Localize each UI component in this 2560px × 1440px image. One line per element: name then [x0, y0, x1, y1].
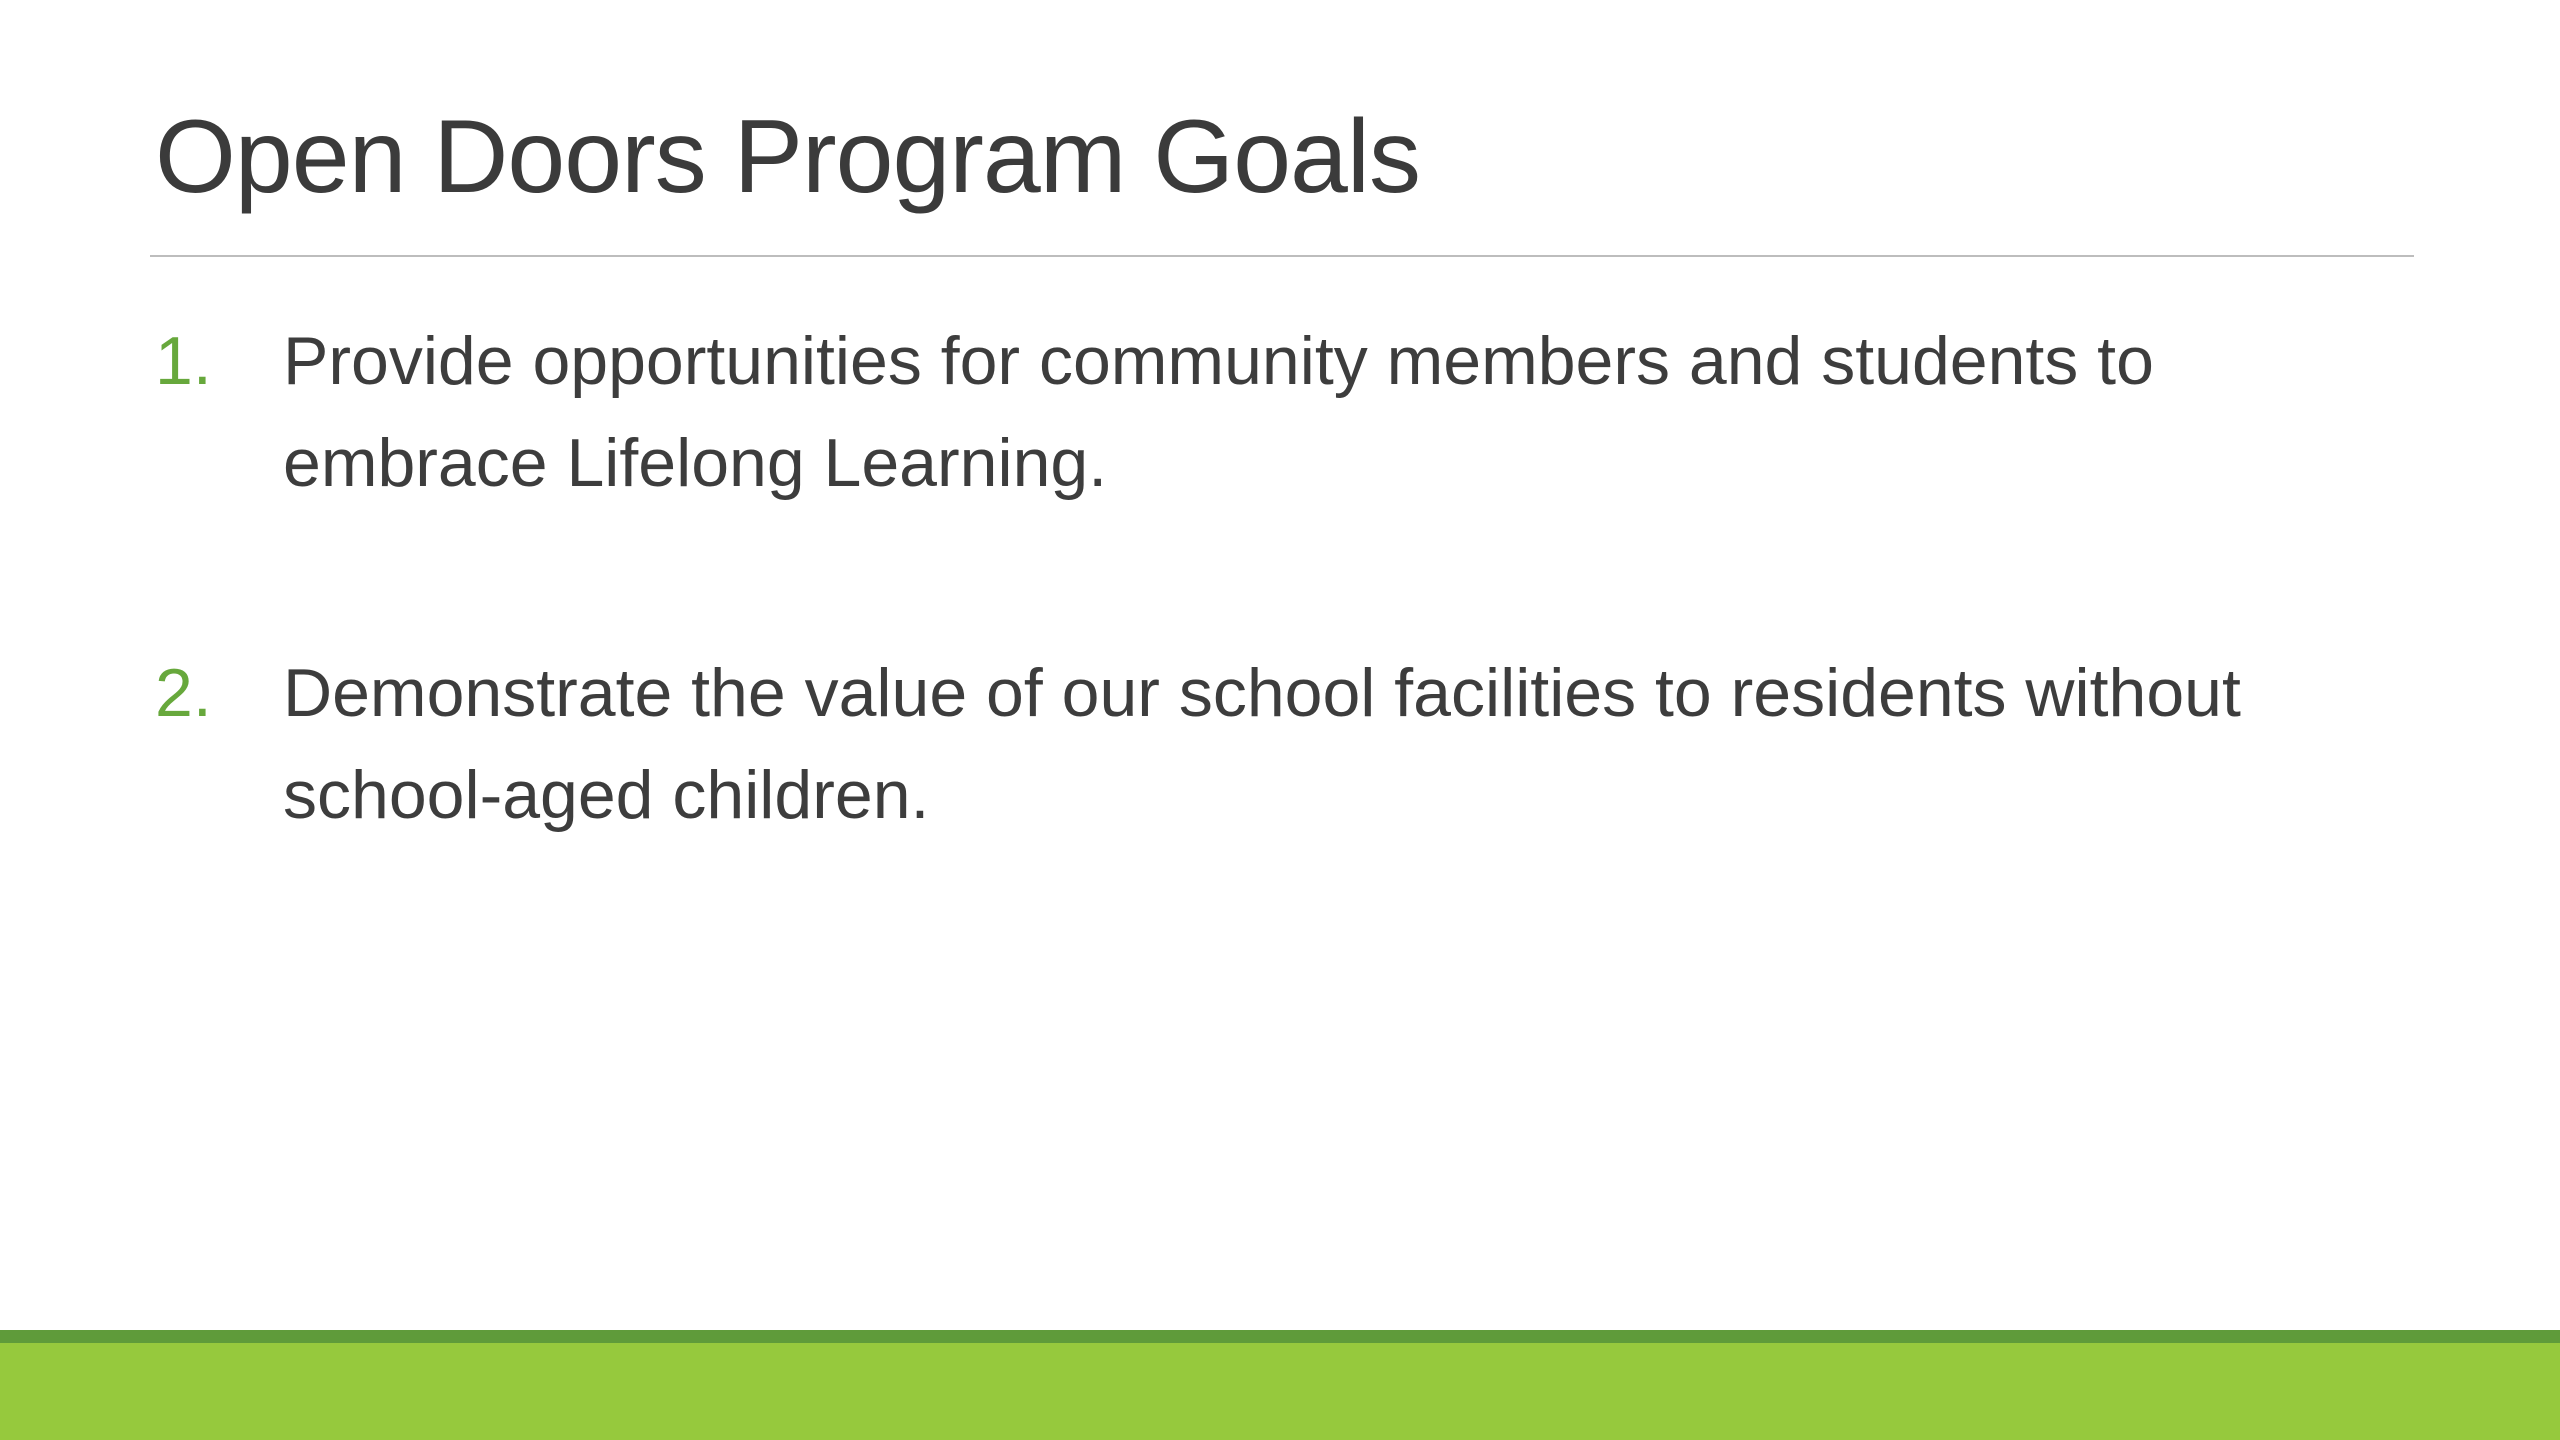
- footer-band-top-stripe: [0, 1330, 2560, 1343]
- footer-band-main-stripe: [0, 1343, 2560, 1440]
- goal-item: [155, 642, 2415, 846]
- goals-list: [155, 310, 2415, 846]
- goal-number: 2.: [155, 655, 212, 731]
- goal-text: Provide opportunities for community members and students to embrace Lifelong Learning.: [283, 323, 2154, 501]
- slide-title: Open Doors Program Goals: [155, 99, 1420, 215]
- footer-band: [0, 1330, 2560, 1440]
- goal-item: [155, 310, 2415, 514]
- title-divider: [150, 255, 2414, 257]
- goal-text: Demonstrate the value of our school facilities to residents without school-aged children.: [283, 655, 2241, 833]
- goal-number: 1.: [155, 323, 212, 399]
